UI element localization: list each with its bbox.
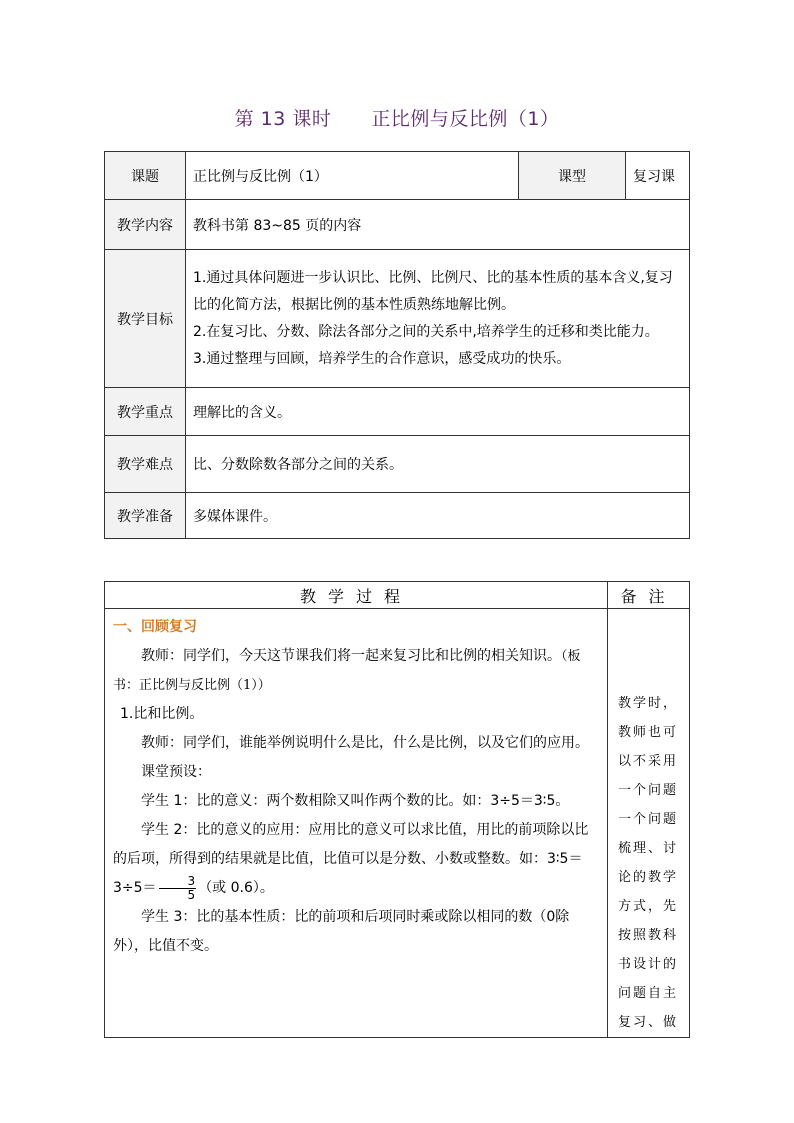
objective-item: 2.在复习比、分数、除法各部分之间的关系中,培养学生的迁移和类比能力。 [193,323,659,340]
prep-label: 教学准备 [105,493,186,539]
fraction: $\frac{3}{5}$ [159,875,197,902]
lesson-topic: 正比例与反比例（1） [371,108,560,130]
item-heading: 1.比和比例。 [120,706,204,722]
process-header-row [105,582,690,609]
content-label: 教学内容 [105,200,186,250]
teaching-note: 教学时，教师也可以不采用一个问题一个问题梳理、讨论的教学方式，先按照教科书设计的问题自主复习、做 [608,609,690,1038]
type-value: 复习课 [626,152,690,200]
teacher-intro: 教师：同学们，今天这节课我们将一起来复习比和比例的相关知识。（板书：正比例与反比例（1）） [113,648,581,693]
board-note: （板书：正比例与反比例（1）） [113,649,581,693]
subject-value: 正比例与反比例（1） [186,152,519,200]
subject-row [105,152,690,200]
preset-label: 课堂预设： [141,764,211,780]
key-label: 教学重点 [105,388,186,436]
teacher-question: 教师：同学们，谁能举例说明什么是比，什么是比例，以及它们的应用。 [141,735,589,751]
difficulty-label: 教学难点 [105,436,186,493]
difficulty-value: 比、分数除数各部分之间的关系。 [186,436,690,493]
process-body-row [105,609,690,1038]
objective-list [186,250,690,388]
difficulty-row [105,436,690,493]
subject-label: 课题 [105,152,186,200]
student-1-answer: 学生 1：比的意义：两个数相除又叫作两个数的比。如：3÷5＝3∶5。 [141,793,570,809]
key-row [105,388,690,436]
process-header: 教学过程 [105,582,608,609]
notes-header: 备注 [608,582,690,609]
key-value: 理解比的含义。 [186,388,690,436]
section-heading: 一、回顾复习 [113,619,197,635]
lesson-info-table [104,151,690,539]
process-content [105,609,608,1038]
page-title [0,104,794,131]
objective-row [105,250,690,388]
objective-item: 3.通过整理与回顾，培养学生的合作意识，感受成功的快乐。 [193,350,571,367]
objective-label: 教学目标 [105,250,186,388]
teaching-process-table [104,581,690,1038]
type-label: 课型 [519,152,626,200]
objective-item: 1.通过具体问题进一步认识比、比例、比例尺、比的基本性质的基本含义,复习比的化简方法，根据比例的基本性质熟练地解比例。 [193,269,673,313]
student-3-answer: 学生 3：比的基本性质：比的前项和后项同时乘或除以相同的数（0除外），比值不变。 [113,909,570,954]
content-row [105,200,690,250]
prep-row [105,493,690,539]
student-2-answer: 学生 2：比的意义的应用：应用比的意义可以求比值，用比的前项除以比的后项，所得到的结果就是比值，比值可以是分数、小数或整数。如：3∶5＝3÷5＝ $\frac{3}{5}$ （或 0.6）。 [113,822,589,902]
lesson-number: 第 13 课时 [234,108,332,130]
prep-value: 多媒体课件。 [186,493,690,539]
content-value: 教科书第 83~85 页的内容 [186,200,690,250]
